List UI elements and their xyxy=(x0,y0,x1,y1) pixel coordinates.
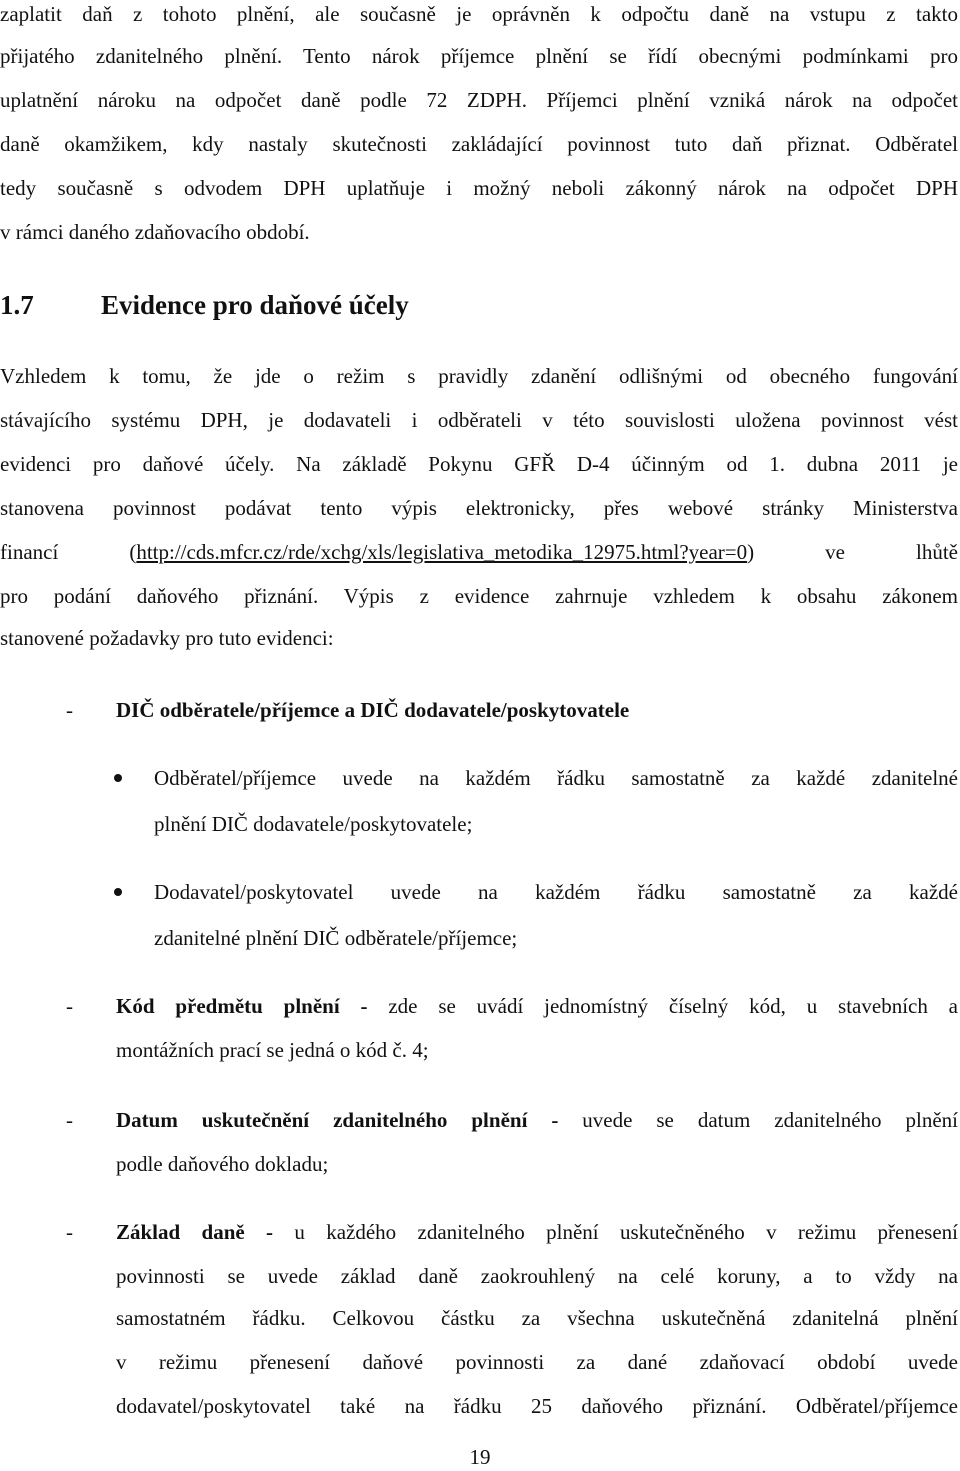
text-line: samostatném řádku. Celkovou částku za všechna uskutečněná zdanitelná plnění xyxy=(116,1306,958,1330)
text-line: v režimu přenesení daňové povinnosti za dané zdaňovací období uvede xyxy=(116,1350,958,1374)
text-fragment: ) ve lhůtě xyxy=(747,540,959,564)
text-line: uplatnění nároku na odpočet daně podle 72 ZDPH. Příjemci plnění vzniká nárok na odpočet xyxy=(0,88,958,112)
text-line xyxy=(116,992,958,1020)
text-line: montážních prací se jedná o kód č. 4; xyxy=(116,1038,429,1062)
text-fragment: uvede se datum zdanitelného plnění xyxy=(558,1108,958,1132)
text-fragment: financí ( xyxy=(0,540,137,564)
text-line: stávajícího systému DPH, je dodavateli i odběrateli v této souvislosti uložena povinnost vést xyxy=(0,408,958,432)
section-number: 1.7 xyxy=(0,290,34,320)
text-line: stanovena povinnost podávat tento výpis elektronicky, přes webové stránky Ministerstva xyxy=(0,496,958,520)
page-number: 19 xyxy=(469,1445,491,1469)
text-line: daně okamžikem, kdy nastaly skutečnosti zakládající povinnost tuto daň přiznat. Odběratel xyxy=(0,132,958,156)
text-line xyxy=(116,1218,958,1246)
text-line: evidenci pro daňové účely. Na základě Pokynu GFŘ D-4 účinným od 1. dubna 2011 je xyxy=(0,452,958,476)
text-line-with-link xyxy=(0,538,958,566)
text-line: podle daňového dokladu; xyxy=(116,1152,329,1176)
text-line xyxy=(116,1106,958,1134)
text-fragment: zde se uvádí jednomístný číselný kód, u stavebních a xyxy=(367,994,958,1018)
text-line: Dodavatel/poskytovatel uvede na každém řádku samostatně za každé xyxy=(154,880,958,904)
text-line: tedy současně s odvodem DPH uplatňuje i možný neboli zákonný nárok na odpočet DPH xyxy=(0,176,958,200)
list-item-title xyxy=(116,696,958,724)
list-dash: - xyxy=(66,698,73,722)
text-line: zdanitelné plnění DIČ odběratele/příjemce; xyxy=(154,926,518,950)
text-line: Vzhledem k tomu, že jde o režim s pravidly zdanění odlišnými od obecného fungování xyxy=(0,364,958,388)
text-line: pro podání daňového přiznání. Výpis z evidence zahrnuje vzhledem k obsahu zákonem xyxy=(0,584,958,608)
text-line: v rámci daného zdaňovacího období. xyxy=(0,220,310,244)
legislation-link[interactable]: http://cds.mfcr.cz/rde/xchg/xls/legislativa_metodika_12975.html?year=0 xyxy=(136,540,748,564)
bold-text: DIČ odběratele/příjemce a DIČ dodavatele/poskytovatele xyxy=(116,698,630,722)
section-heading xyxy=(0,285,409,325)
section-title: Evidence pro daňové účely xyxy=(101,290,409,320)
list-dash: - xyxy=(66,1108,73,1132)
bold-text: Kód předmětu plnění - xyxy=(116,994,368,1018)
text-line: stanovené požadavky pro tuto evidenci: xyxy=(0,626,334,650)
text-line: přijatého zdanitelného plnění. Tento nárok příjemce plnění se řídí obecnými podmínkami pro xyxy=(0,44,958,68)
text-line: dodavatel/poskytovatel také na řádku 25 daňového přiznání. Odběratel/příjemce xyxy=(116,1394,958,1418)
list-dash: - xyxy=(66,994,73,1018)
text-line: povinnosti se uvede základ daně zaokrouhlený na celé koruny, a to vždy na xyxy=(116,1264,958,1288)
bullet-icon xyxy=(114,888,122,896)
bullet-icon xyxy=(114,774,122,782)
bold-text: Základ daně - xyxy=(116,1220,274,1244)
list-dash: - xyxy=(66,1220,73,1244)
text-line: zaplatit daň z tohoto plnění, ale současně je oprávněn k odpočtu daně na vstupu z takto xyxy=(0,2,958,26)
text-line: Odběratel/příjemce uvede na každém řádku samostatně za každé zdanitelné xyxy=(154,766,958,790)
text-fragment: u každého zdanitelného plnění uskutečněného v režimu přenesení xyxy=(273,1220,959,1244)
text-line: plnění DIČ dodavatele/poskytovatele; xyxy=(154,812,473,836)
bold-text: Datum uskutečnění zdanitelného plnění - xyxy=(116,1108,559,1132)
